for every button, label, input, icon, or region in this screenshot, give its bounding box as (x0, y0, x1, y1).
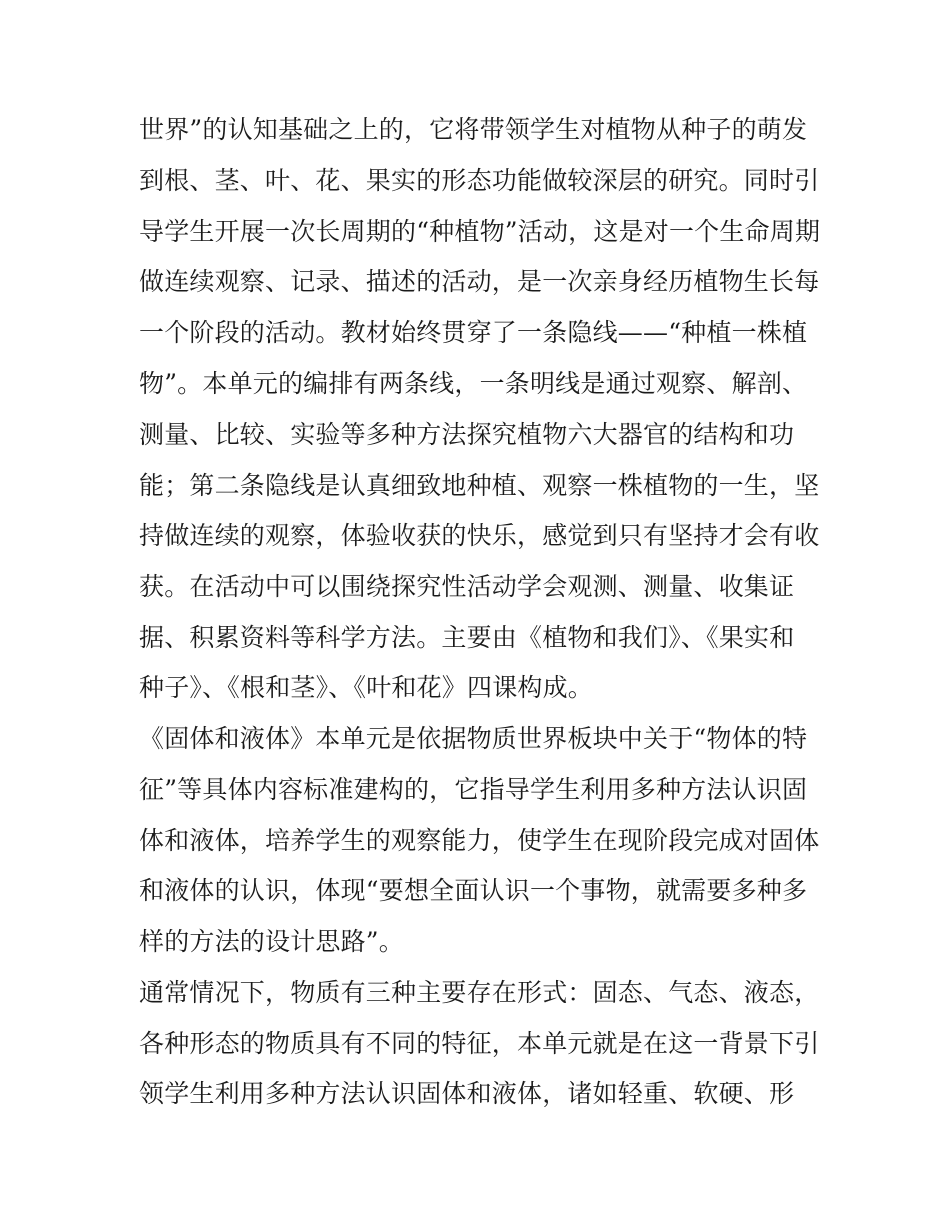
text-line: 世界”的认知基础之上的，它将带领学生对植物从种子的萌发 (139, 115, 808, 144)
text-line: 通常情况下，物质有三种主要存在形式：固态、气态、液态， (139, 978, 820, 1007)
text-line: 导学生开展一次长周期的“种植物”活动，这是对一个生命周期 (139, 217, 821, 246)
text-line: 和液体的认识，体现“要想全面认识一个事物，就需要多种多 (139, 876, 808, 905)
text-line: 一个阶段的活动。教材始终贯穿了一条隐线——“种植一株植 (139, 318, 808, 347)
text-line: 获。在活动中可以围绕探究性活动学会观测、测量、收集证 (139, 572, 795, 601)
text-line: 测量、比较、实验等多种方法探究植物六大器官的结构和功 (139, 420, 795, 449)
text-line: 持做连续的观察，体验收获的快乐，感觉到只有坚持才会有收 (139, 521, 820, 550)
text-line: 领学生利用多种方法认识固体和液体，诸如轻重、软硬、形 (139, 1079, 795, 1108)
text-line: 征”等具体内容标准建构的，它指导学生利用多种方法认识固 (139, 775, 808, 804)
text-line: 物”。本单元的编排有两条线，一条明线是通过观察、解剖、 (139, 369, 808, 398)
text-line: 《固体和液体》本单元是依据物质世界板块中关于“物体的特 (139, 724, 808, 753)
text-line: 样的方法的设计思路”。 (139, 927, 404, 956)
text-line: 做连续观察、记录、描述的活动，是一次亲身经历植物生长每 (139, 267, 820, 296)
text-line: 到根、茎、叶、花、果实的形态功能做较深层的研究。同时引 (139, 166, 820, 195)
text-line: 据、积累资料等科学方法。主要由《植物和我们》、《果实和 (139, 623, 795, 652)
text-line: 体和液体，培养学生的观察能力，使学生在现阶段完成对固体 (139, 826, 820, 855)
text-line: 种子》、《根和茎》、《叶和花》四课构成。 (139, 673, 594, 702)
text-line: 能；第二条隐线是认真细致地种植、观察一株植物的一生，坚 (139, 471, 820, 500)
text-line: 各种形态的物质具有不同的特征，本单元就是在这一背景下引 (139, 1029, 820, 1058)
